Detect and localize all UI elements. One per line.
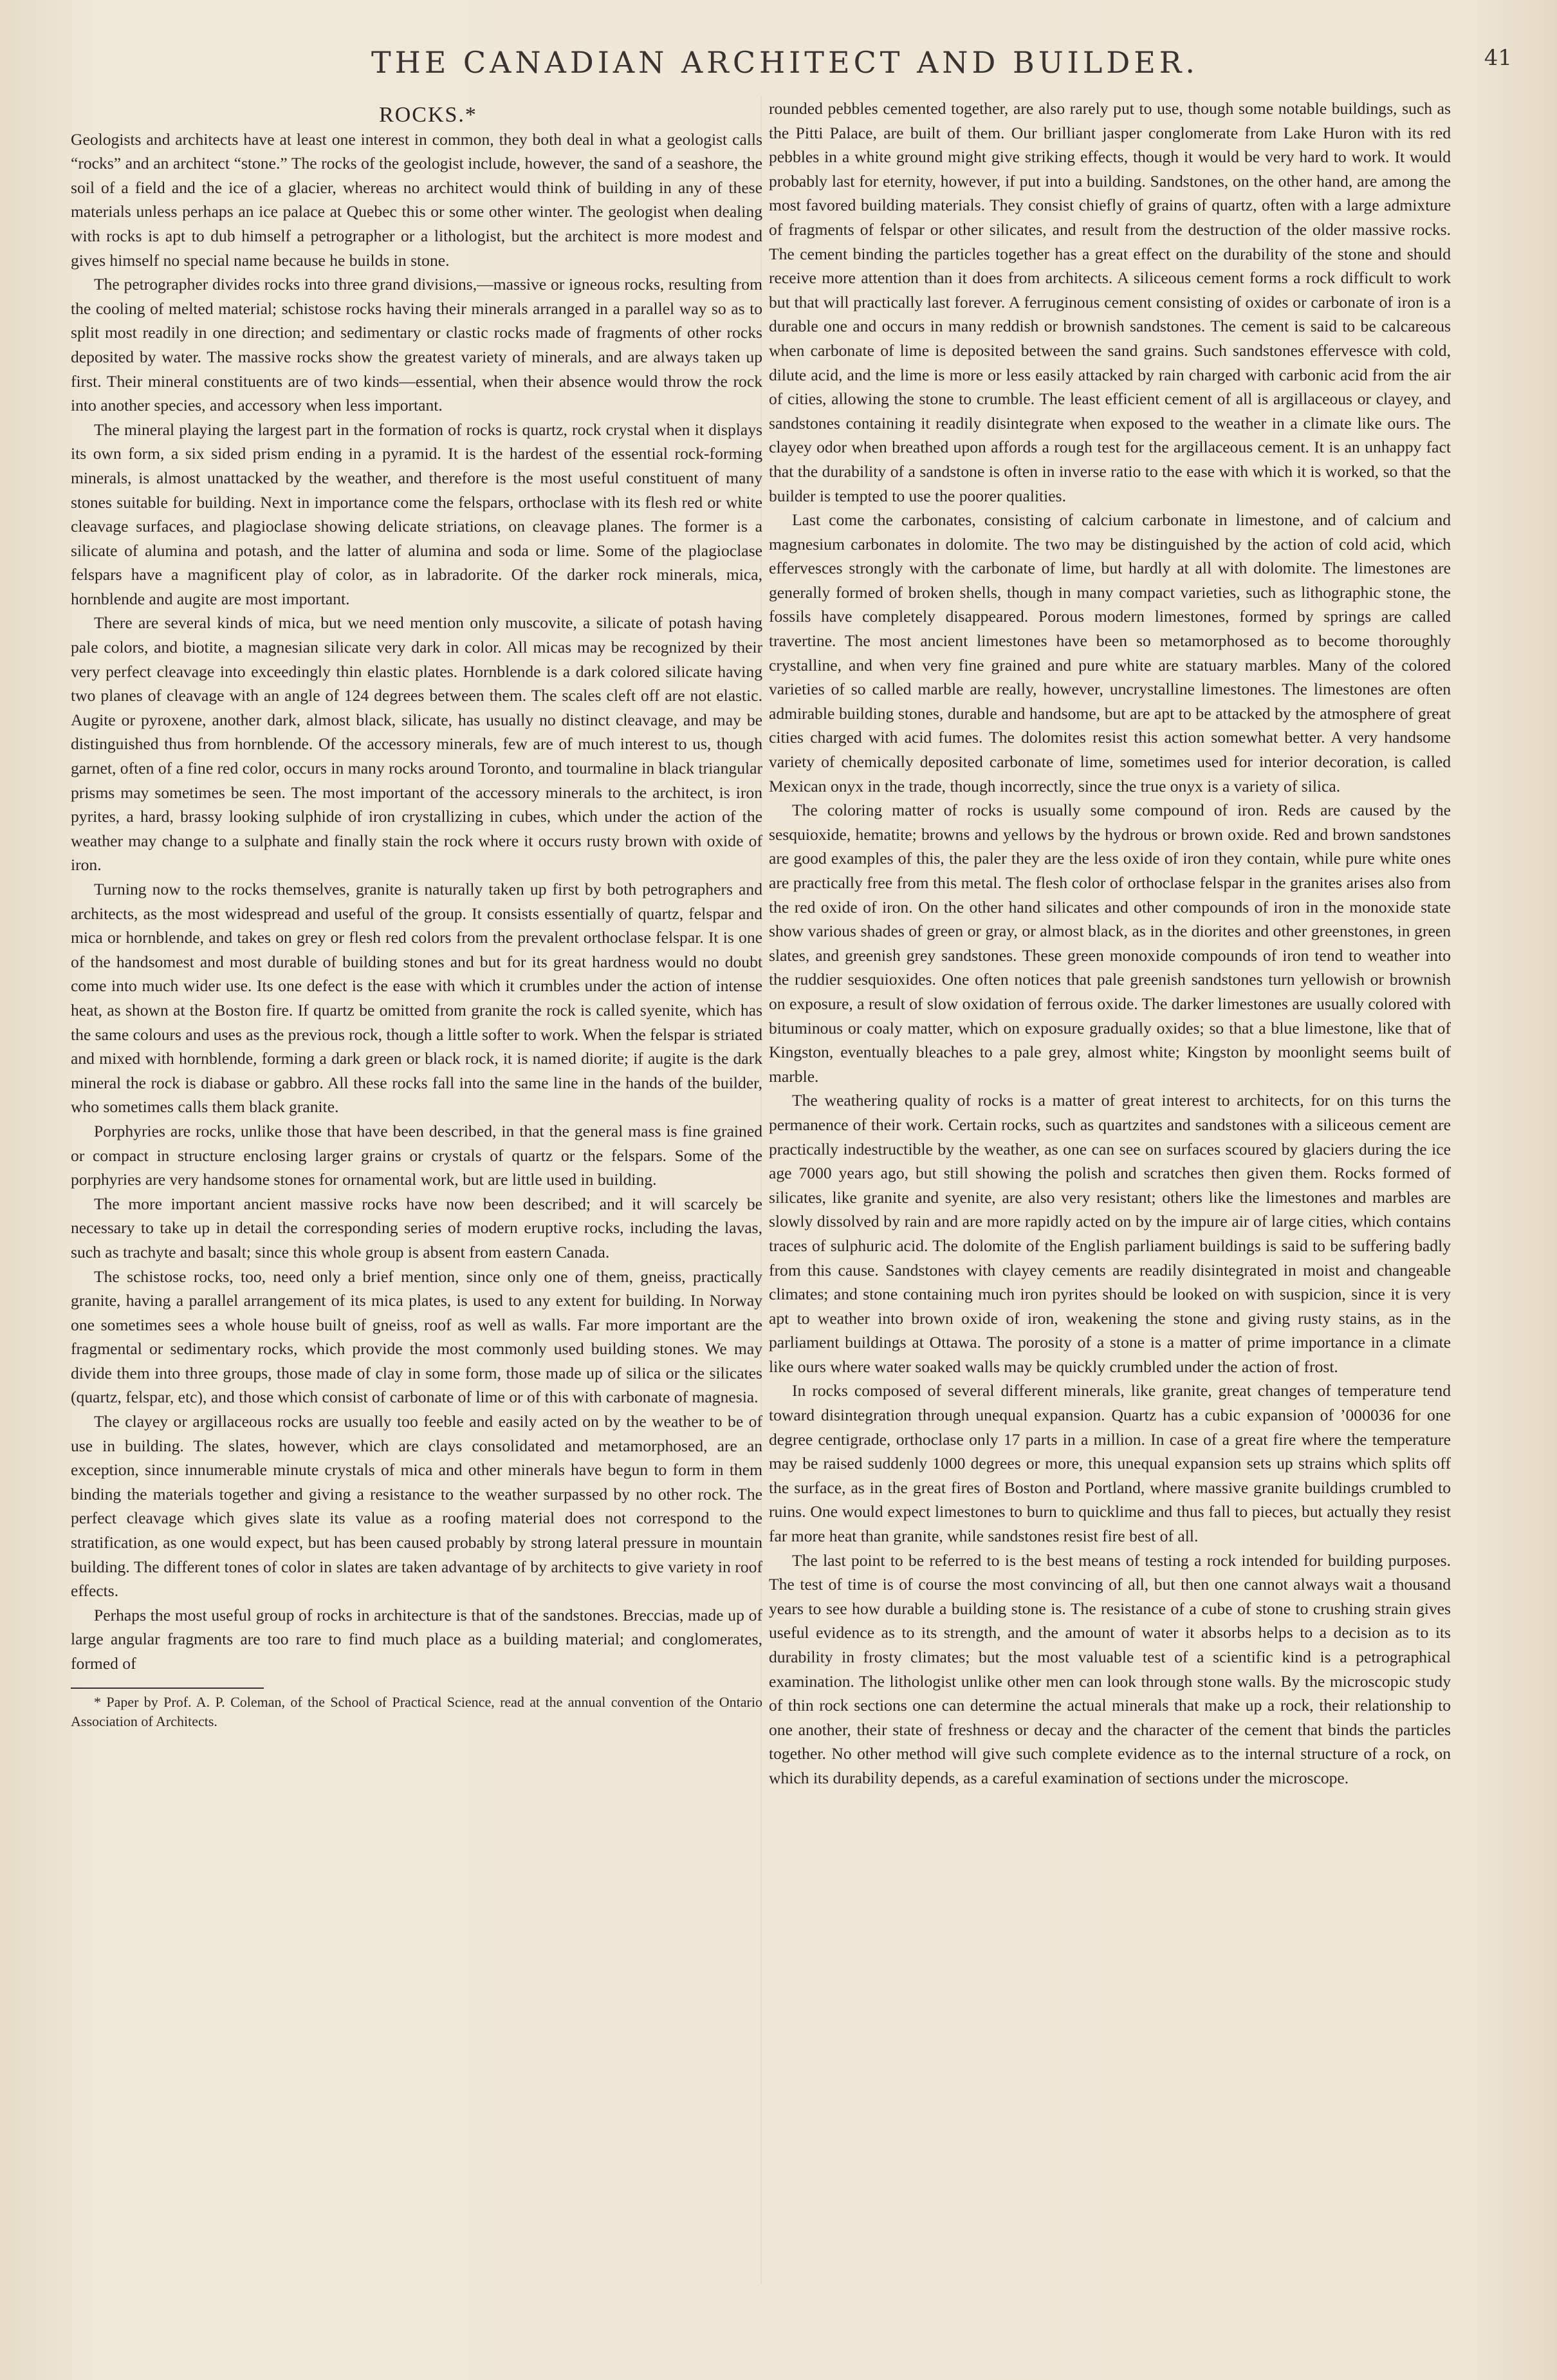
paragraph: Last come the carbonates, consisting of calcium carbonate in limestone, and of calcium and magnesium carbonates in dolomite. The two may be distinguished by the action of cold acid, which effervesces strongly with the carbonate of lime, but hardly at all with dolomite. The limestones are generally formed of broken shells, though in many compact varieties, such as lithographic stone, the fossils have completely disappeared. Porous modern limestones, formed by springs are called travertine. The most ancient limestones have been so metamorphosed as to become thoroughly crystalline, and when very fine grained and pure white are statuary marbles. Many of the colored varieties of so called marble are really, however, uncrystalline limestones. The limestones are often admirable building stones, durable and handsome, but are apt to be attacked by the atmosphere of great cities charged with acid fumes. The dolomites resist this action somewhat better. A very handsome variety of chemically deposited carbonate of lime, sometimes used for interior decoration, is called Mexican onyx in the trade, though incorrectly, since the true onyx is a variety of silica. bbox=[769, 510, 1451, 795]
right-column bbox=[769, 97, 1451, 1790]
paragraph: The weathering quality of rocks is a matter of great interest to architects, for on this turns the permanence of their work. Certain rocks, such as quartzites and sandstones with a siliceous cement are practically indestructible by the weather, as one can see on surfaces scoured by glaciers during the ice age 7000 years ago, but still showing the polish and scratches then given them. Rocks formed of silicates, like granite and syenite, are also very resistant; others like the limestones and marbles are slowly dissolved by rain and are more rapidly acted on by the impure air of large cities, which contains traces of sulphuric acid. The dolomite of the English parliament buildings is said to be suffering badly from this cause. Sandstones with clayey cements are readily disintegrated in moist and changeable climates; and stone containing much iron pyrites should be looked on with suspicion, since it is very apt to weather into brown oxide of iron, weakening the stone and giving rusty stains, as in the parliament buildings at Ottawa. The porosity of a stone is a matter of prime importance in a climate like ours where water soaked walls may be quickly crumbled under the action of frost. bbox=[769, 1091, 1451, 1376]
paragraph: The petrographer divides rocks into three grand divisions,—massive or igneous rocks, resulting from the cooling of melted material; schistose rocks having their minerals arranged in a parallel way so as to split most readily in one direction; and sedimentary or clastic rocks made of fragments of other rocks deposited by water. The massive rocks show the greatest variety of minerals, and are always taken up first. Their mineral constituents are of two kinds—essential, when their absence would throw the rock into another species, and accessory when less important. bbox=[71, 275, 762, 415]
paragraph: There are several kinds of mica, but we need mention only muscovite, a silicate of potash having pale colors, and biotite, a magnesian silicate very dark in color. All micas may be recognized by their very perfect cleavage into exceedingly thin elastic plates. Hornblende is a dark colored silicate having two planes of cleavage with an angle of 124 degrees between them. The scales cleft off are not elastic. Augite or pyroxene, another dark, almost black, silicate, has usually no distinct cleavage, and may be distinguished thus from hornblende. Of the accessory minerals, few are of much interest to us, though garnet, often of a fine red color, occurs in many rocks around Toronto, and tourmaline in black triangular prisms may sometimes be seen. The most important of the accessory minerals to the architect, is iron pyrites, a hard, brassy looking sulphide of iron crystallizing in cubes, which under the action of the weather may change to a sulphate and finally stain the rock where it occurs rusty brown with oxide of iron. bbox=[71, 613, 762, 875]
paragraph: The coloring matter of rocks is usually some compound of iron. Reds are caused by the sesquioxide, hematite; browns and yellows by the hydrous or brown oxide. Red and brown sandstones are good examples of this, the paler they are the less oxide of iron they contain, while pure white ones are practically free from this metal. The flesh color of orthoclase felspar in the granites arises also from the red oxide of iron. On the other hand silicates and other compounds of iron in the monoxide state show various shades of green or gray, or almost black, as in the diorites and other greenstones, in green slates, and greenish grey sandstones. These green monoxide compounds of iron tend to weather into the ruddier sesquioxides. One often notices that pale greenish sandstones turn yellowish or brownish on exposure, a result of slow oxidation of ferrous oxide. The darker limestones are usually colored with bituminous or coaly matter, which on exposure gradually oxides; so that a blue limestone, like that of Kingston, eventually bleaches to a pale grey, almost white; Kingston by moonlight seems built of marble. bbox=[769, 801, 1451, 1086]
masthead: THE CANADIAN ARCHITECT AND BUILDER. bbox=[371, 45, 1199, 80]
footnote: * Paper by Prof. A. P. Coleman, of the School of Practical Science, read at the annual convention of the Ontario Association of Architects. bbox=[71, 1693, 762, 1729]
paragraph: In rocks composed of several different minerals, like granite, great changes of temperature tend toward disintegration through unequal expansion. Quartz has a cubic expansion of ’000036 for one degree centigrade, orthoclase only 17 parts in a million. In case of a great fire where the temperature may be raised suddenly 1000 degrees or more, this unequal expansion sets up strains which splits off the surface, as in the great fires of Boston and Portland, where massive granite buildings crumbled to ruins. One would expect limestones to burn to quicklime and thus fall to pieces, but actually they resist far more heat than granite, while sandstones resist fire best of all. bbox=[769, 1381, 1451, 1546]
paragraph: The mineral playing the largest part in the formation of rocks is quartz, rock crystal when it displays its own form, a six sided prism ending in a pyramid. It is the hardest of the essential rock-forming minerals, is almost unattacked by the weather, and therefore is the most useful constituent of many stones suitable for building. Next in importance come the felspars, orthoclase with its flesh red or white cleavage surfaces, and plagioclase showing delicate striations, on cleavage planes. The former is a silicate of alumina and potash, and the latter of alumina and soda or lime. Some of the plagioclase felspars have a magnificent play of color, as in labradorite. Of the darker rock minerals, mica, hornblende and augite are most important. bbox=[71, 420, 762, 608]
paragraph: Perhaps the most useful group of rocks in architecture is that of the sandstones. Breccias, made up of large angular fragments are too rare to find much place as a building material; and conglomerates, formed of bbox=[71, 1605, 762, 1673]
paragraph: Turning now to the rocks themselves, granite is naturally taken up first by both petrographers and architects, as the most widespread and useful of the group. It consists essentially of quartz, felspar and mica or hornblende, and takes on grey or flesh red colors from the prevalent orthoclase felspar. It is one of the handsomest and most durable of building stones and but for its great hardness would no doubt come into much wider use. Its one defect is the ease with which it crumbles under the action of intense heat, as shown at the Boston fire. If quartz be omitted from granite the rock is called syenite, which has the same colours and uses as the previous rock, though a little softer to work. When the felspar is striated and mixed with hornblende, forming a dark green or black rock, it is named diorite; if augite is the dark mineral the rock is diabase or gabbro. All these rocks fall into the same line in the hands of the builder, who sometimes calls them black granite. bbox=[71, 880, 762, 1117]
page-number: 41 bbox=[1484, 45, 1512, 71]
paragraph: The clayey or argillaceous rocks are usually too feeble and easily acted on by the weather to be of use in building. The slates, however, which are clays consolidated and metamorphosed, are an exception, since innumerable minute crystals of mica and other minerals have begun to form in them binding the materials together and giving a resistance to the weather surpassed by no other rock. The perfect cleavage which gives slate its value as a roofing material does not correspond to the stratification, as one would expect, but has been caused probably by strong lateral pressure in mountain building. The different tones of color in slates are taken advantage of by architects to give variety in roof effects. bbox=[71, 1412, 762, 1601]
paragraph: Geologists and architects have at least one interest in common, they both deal in what a geologist calls “rocks” and an architect “stone.” The rocks of the geologist include, however, the sand of a seashore, the soil of a field and the ice of a glacier, whereas no architect would think of building in any of these materials unless perhaps an ice palace at Quebec this or some other winter. The geologist when dealing with rocks is apt to dub himself a petrographer or a lithologist, but the architect is more modest and gives himself no special name because he builds in stone. bbox=[71, 129, 762, 270]
footnote-divider bbox=[71, 1687, 264, 1689]
paragraph: rounded pebbles cemented together, are also rarely put to use, though some notable buildings, such as the Pitti Palace, are built of them. Our brilliant jasper conglomerate from Lake Huron with its red pebbles in a white ground might give striking effects, though it would be very hard to work. It would probably last for eternity, however, if put into a building. Sandstones, on the other hand, are among the most favored building materials. They consist chiefly of grains of quartz, often with a large admixture of fragments of felspar or other silicates, and result from the destruction of the older massive rocks. The cement binding the particles together has a great effect on the durability of the stone and should receive more attention than it does from architects. A siliceous cement forms a rock difficult to work but that will practically last forever. A ferruginous cement consisting of oxides or carbonate of iron is a durable one and occurs in many reddish or brownish sandstones. The cement is said to be calcareous when carbonate of lime is deposited between the sand grains. Such sandstones effervesce with cold, dilute acid, and the lime is more or less easily attacked by rain charged with carbonic acid from the air of cities, allowing the stone to crumble. The least efficient cement of all is argillaceous or clayey, and sandstones containing it readily disintegrate when exposed to the weather in a climate like ours. The clayey odor when breathed upon affords a rough test for the argillaceous cement. It is an unhappy fact that the durability of a sandstone is often in inverse ratio to the ease with which it is worked, so that the builder is tempted to use the poorer qualities. bbox=[769, 99, 1451, 505]
paragraph: The last point to be referred to is the best means of testing a rock intended for building purposes. The test of time is of course the most convincing of all, but then one cannot always wait a thousand years to see how durable a building stone is. The resistance of a cube of stone to crushing strain gives useful evidence as to its strength, and the amount of water it absorbs helps to a decision as to its durability in frosty climates; but the most valuable test of a scientific kind is a petrographical examination. The lithologist unlike other men can look through stone walls. By the microscopic study of thin rock sections one can determine the actual minerals that make up a rock, their relationship to one another, their state of freshness or decay and the character of the cement that binds the particles together. No other method will give such complete evidence as to the internal structure of a rock, on which its durability depends, as a careful examination of sections under the microscope. bbox=[769, 1550, 1451, 1787]
paragraph: Porphyries are rocks, unlike those that have been described, in that the general mass is fine grained or compact in structure enclosing larger grains or crystals of quartz or the felspars. Some of the porphyries are very handsome stones for ornamental work, but are little used in building. bbox=[71, 1121, 762, 1189]
left-column bbox=[71, 103, 762, 1731]
paragraph: The more important ancient massive rocks have now been described; and it will scarcely be necessary to take up in detail the corresponding series of modern eruptive rocks, including the lavas, such as trachyte and basalt; since this whole group is absent from eastern Canada. bbox=[71, 1194, 762, 1261]
paragraph: The schistose rocks, too, need only a brief mention, since only one of them, gneiss, practically granite, having a parallel arrangement of its mica plates, is used to any extent for building. In Norway one sometimes sees a whole house built of gneiss, roof as well as walls. Far more important are the fragmental or sedimentary rocks, which provide the most commonly used building stones. We may divide them into three groups, those made of clay in some form, those made up of silica or the silicates (quartz, felspar, etc), and those which consist of carbonate of lime or of this with carbonate of magnesia. bbox=[71, 1267, 762, 1407]
article-title: ROCKS.* bbox=[379, 103, 477, 127]
